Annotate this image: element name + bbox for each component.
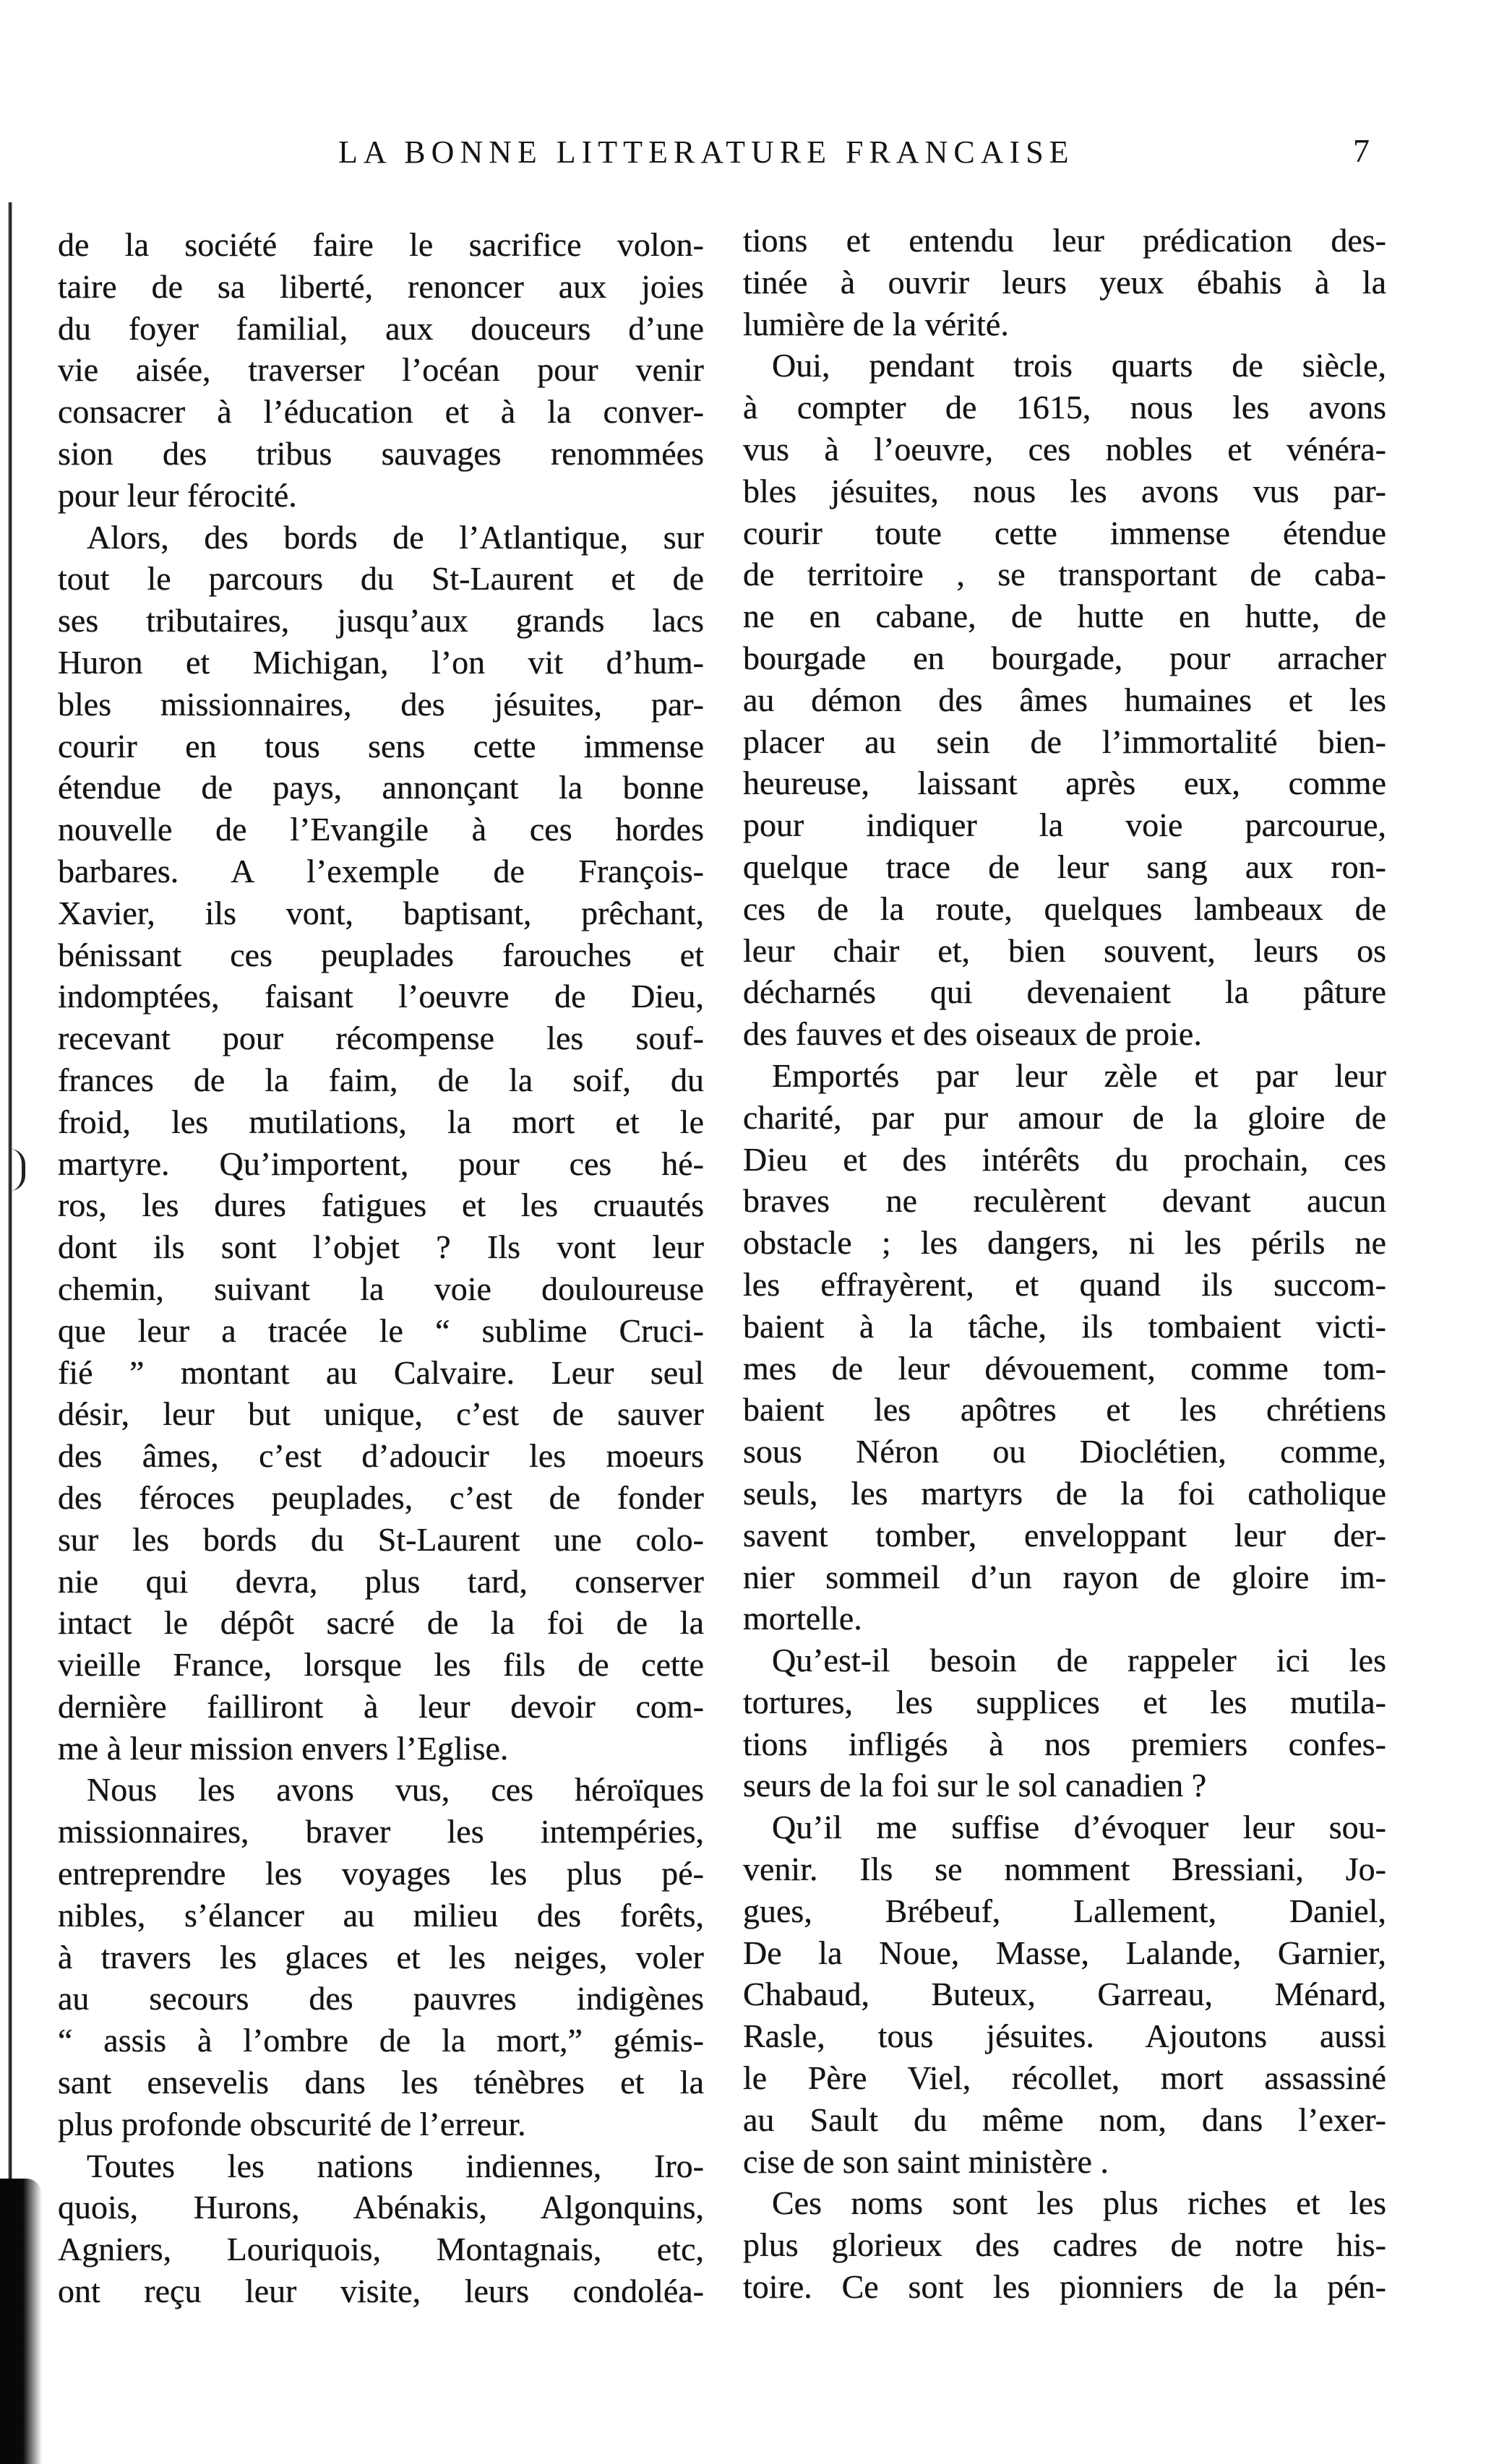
text-line: lumière de la vérité. [743, 305, 1009, 343]
text-line: Chabaud, Buteux, Garreau, Ménard, [743, 1976, 1386, 2013]
paragraph [58, 517, 704, 1770]
text-line: Qu’il me suffise d’évoquer leur sou- [772, 1809, 1386, 1846]
text-line: venir. Ils se nomment Bressiani, Jo- [743, 1851, 1386, 1888]
text-line: vie aisée, traverser l’océan pour venir [58, 351, 704, 389]
text-line: gues, Brébeuf, Lallement, Daniel, [743, 1892, 1386, 1929]
text-line: de territoire , se transportant de caba- [743, 556, 1386, 593]
text-line: sur les bords du St-Laurent une colo- [58, 1520, 704, 1558]
text-line: “ assis à l’ombre de la mort,” gémis- [58, 2022, 704, 2059]
page-number: 7 [1353, 132, 1370, 169]
text-line: baient les apôtres et les chrétiens [743, 1391, 1386, 1429]
text-line: taire de sa liberté, renoncer aux joies [58, 267, 704, 305]
text-line: plus glorieux des cadres de notre his- [743, 2226, 1386, 2264]
text-line: à compter de 1615, nous les avons [743, 389, 1386, 426]
text-line: sous Néron ou Dioclétien, comme, [743, 1433, 1386, 1470]
text-line: au démon des âmes humaines et les [743, 681, 1386, 718]
paragraph [743, 220, 1386, 345]
text-line: tinée à ouvrir leurs yeux ébahis à la [743, 263, 1386, 301]
text-line: étendue de pays, annonçant la bonne [58, 769, 704, 806]
text-line: bles missionnaires, des jésuites, par- [58, 685, 704, 723]
text-line: me à leur mission envers l’Eglise. [58, 1729, 509, 1767]
text-line: tions et entendu leur prédication des- [743, 222, 1386, 259]
text-line: entreprendre les voyages les plus pé- [58, 1855, 704, 1892]
text-line: des féroces peuplades, c’est de fonder [58, 1478, 704, 1516]
text-line: leur chair et, bien souvent, leurs os [743, 931, 1386, 969]
text-line: les effrayèrent, et quand ils succom- [743, 1265, 1386, 1303]
text-line: martyre. Qu’importent, pour ces hé- [58, 1145, 704, 1182]
paragraph [743, 2182, 1386, 2307]
text-line: des fauves et des oiseaux de proie. [743, 1015, 1202, 1053]
text-line: mortelle. [743, 1600, 862, 1637]
binding-dark-edge [0, 2179, 42, 2464]
text-line: courir toute cette immense étendue [743, 514, 1386, 551]
text-line: dont ils sont l’objet ? Ils vont leur [58, 1228, 704, 1266]
text-line: braves ne reculèrent devant aucun [743, 1182, 1386, 1220]
text-line: De la Noue, Masse, Lalande, Garnier, [743, 1934, 1386, 1971]
text-line: désir, leur but unique, c’est de sauver [58, 1395, 704, 1433]
text-line: nibles, s’élancer au milieu des forêts, [58, 1896, 704, 1934]
text-line: ne en cabane, de hutte en hutte, de [743, 598, 1386, 635]
paragraph [58, 1769, 704, 2145]
text-line: fié ” montant au Calvaire. Leur seul [58, 1353, 704, 1391]
text-line: indomptées, faisant l’oeuvre de Dieu, [58, 978, 704, 1015]
text-line: décharnés qui devenaient la pâture [743, 973, 1386, 1011]
paragraph [743, 1640, 1386, 1806]
text-line: courir en tous sens cette immense [58, 727, 704, 764]
text-line: plus profonde obscurité de l’erreur. [58, 2105, 526, 2142]
text-line: missionnaires, braver les intempéries, [58, 1813, 704, 1851]
text-line: Ces noms sont les plus riches et les [772, 2184, 1386, 2222]
left-column [58, 224, 704, 2312]
text-line: vieille France, lorsque les fils de cette [58, 1646, 704, 1684]
text-line: des âmes, c’est d’adoucir les moeurs [58, 1437, 704, 1475]
text-line: au Sault du même nom, dans l’exer- [743, 2101, 1386, 2138]
text-line: bles jésuites, nous les avons vus par- [743, 472, 1386, 509]
text-line: ont reçu leur visite, leurs condoléa- [58, 2273, 704, 2310]
text-line: baient à la tâche, ils tombaient victi- [743, 1307, 1386, 1345]
text-line: chemin, suivant la voie douloureuse [58, 1270, 704, 1307]
text-line: tout le parcours du St-Laurent et de [58, 560, 704, 598]
text-line: tortures, les supplices et les mutila- [743, 1683, 1386, 1720]
text-line: Xavier, ils vont, baptisant, prêchant, [58, 894, 704, 931]
text-line: Emportés par leur zèle et par leur [772, 1056, 1386, 1094]
text-line: au secours des pauvres indigènes [58, 1980, 704, 2017]
paragraph [743, 345, 1386, 1055]
text-line: toire. Ce sont les pionniers de la pén- [743, 2268, 1386, 2306]
text-line: à travers les glaces et les neiges, voler [58, 1938, 704, 1976]
text-line: recevant pour récompense les souf- [58, 1020, 704, 1057]
text-line: de la société faire le sacrifice volon- [58, 226, 704, 263]
paragraph [58, 224, 704, 517]
text-line: placer au sein de l’immortalité bien- [743, 723, 1386, 760]
text-line: Rasle, tous jésuites. Ajoutons aussi [743, 2017, 1386, 2055]
text-line: seuls, les martyrs de la foi catholique [743, 1474, 1386, 1512]
text-line: quelque trace de leur sang aux ron- [743, 848, 1386, 885]
text-line: du foyer familial, aux douceurs d’une [58, 309, 704, 347]
text-line: bourgade en bourgade, pour arracher [743, 639, 1386, 676]
text-line: savent tomber, enveloppant leur der- [743, 1516, 1386, 1554]
text-line: nie qui devra, plus tard, conserver [58, 1562, 704, 1600]
text-line: consacrer à l’éducation et à la conver- [58, 393, 704, 431]
text-line: Dieu et des intérêts du prochain, ces [743, 1140, 1386, 1178]
text-line: Qu’est-il besoin de rappeler ici les [772, 1642, 1386, 1679]
right-column [743, 220, 1386, 2308]
text-line: obstacle ; les dangers, ni les périls ne [743, 1224, 1386, 1262]
text-line: mes de leur dévouement, comme tom- [743, 1349, 1386, 1387]
text-line: Nous les avons vus, ces héroïques [87, 1771, 704, 1809]
text-line: Agniers, Louriquois, Montagnais, etc, [58, 2231, 704, 2268]
binding-shadow [8, 202, 12, 2464]
text-line: bénissant ces peuplades farouches et [58, 936, 704, 973]
text-line: le Père Viel, récollet, mort assassiné [743, 2059, 1386, 2097]
text-line: cise de son saint ministère . [743, 2142, 1109, 2180]
paragraph [743, 1055, 1386, 1640]
text-line: heureuse, laissant après eux, comme [743, 764, 1386, 802]
scan-mark [10, 1149, 25, 1191]
text-line: nier sommeil d’un rayon de gloire im- [743, 1558, 1386, 1595]
text-line: vus à l’oeuvre, ces nobles et vénéra- [743, 430, 1386, 468]
paragraph [58, 2145, 704, 2312]
text-line: Toutes les nations indiennes, Iro- [87, 2147, 704, 2184]
text-line: Huron et Michigan, l’on vit d’hum- [58, 643, 704, 681]
text-line: seurs de la foi sur le sol canadien ? [743, 1767, 1207, 1804]
running-header [0, 0, 1512, 188]
text-line: Alors, des bords de l’Atlantique, sur [87, 518, 704, 556]
text-line: ses tributaires, jusqu’aux grands lacs [58, 602, 704, 639]
text-line: barbares. A l’exemple de François- [58, 852, 704, 889]
text-line: tions infligés à nos premiers confes- [743, 1725, 1386, 1762]
text-line: Oui, pendant trois quarts de siècle, [772, 347, 1386, 384]
text-line: sant ensevelis dans les ténèbres et la [58, 2064, 704, 2101]
text-line: ros, les dures fatigues et les cruautés [58, 1186, 704, 1224]
text-line: ces de la route, quelques lambeaux de [743, 889, 1386, 927]
text-line: intact le dépôt sacré de la foi de la [58, 1604, 704, 1642]
text-line: dernière failliront à leur devoir com- [58, 1687, 704, 1725]
text-line: que leur a tracée le “ sublime Cruci- [58, 1311, 704, 1349]
text-line: nouvelle de l’Evangile à ces hordes [58, 811, 704, 848]
running-title: LA BONNE LITTERATURE FRANCAISE [338, 134, 1075, 170]
text-line: froid, les mutilations, la mort et le [58, 1103, 704, 1140]
paragraph [743, 1806, 1386, 2182]
text-line: charité, par pur amour de la gloire de [743, 1098, 1386, 1136]
text-line: quois, Hurons, Abénakis, Algonquins, [58, 2189, 704, 2226]
text-line: frances de la faim, de la soif, du [58, 1061, 704, 1098]
text-line: pour indiquer la voie parcourue, [743, 806, 1386, 844]
text-line: sion des tribus sauvages renommées [58, 434, 704, 472]
text-line: pour leur férocité. [58, 476, 297, 514]
